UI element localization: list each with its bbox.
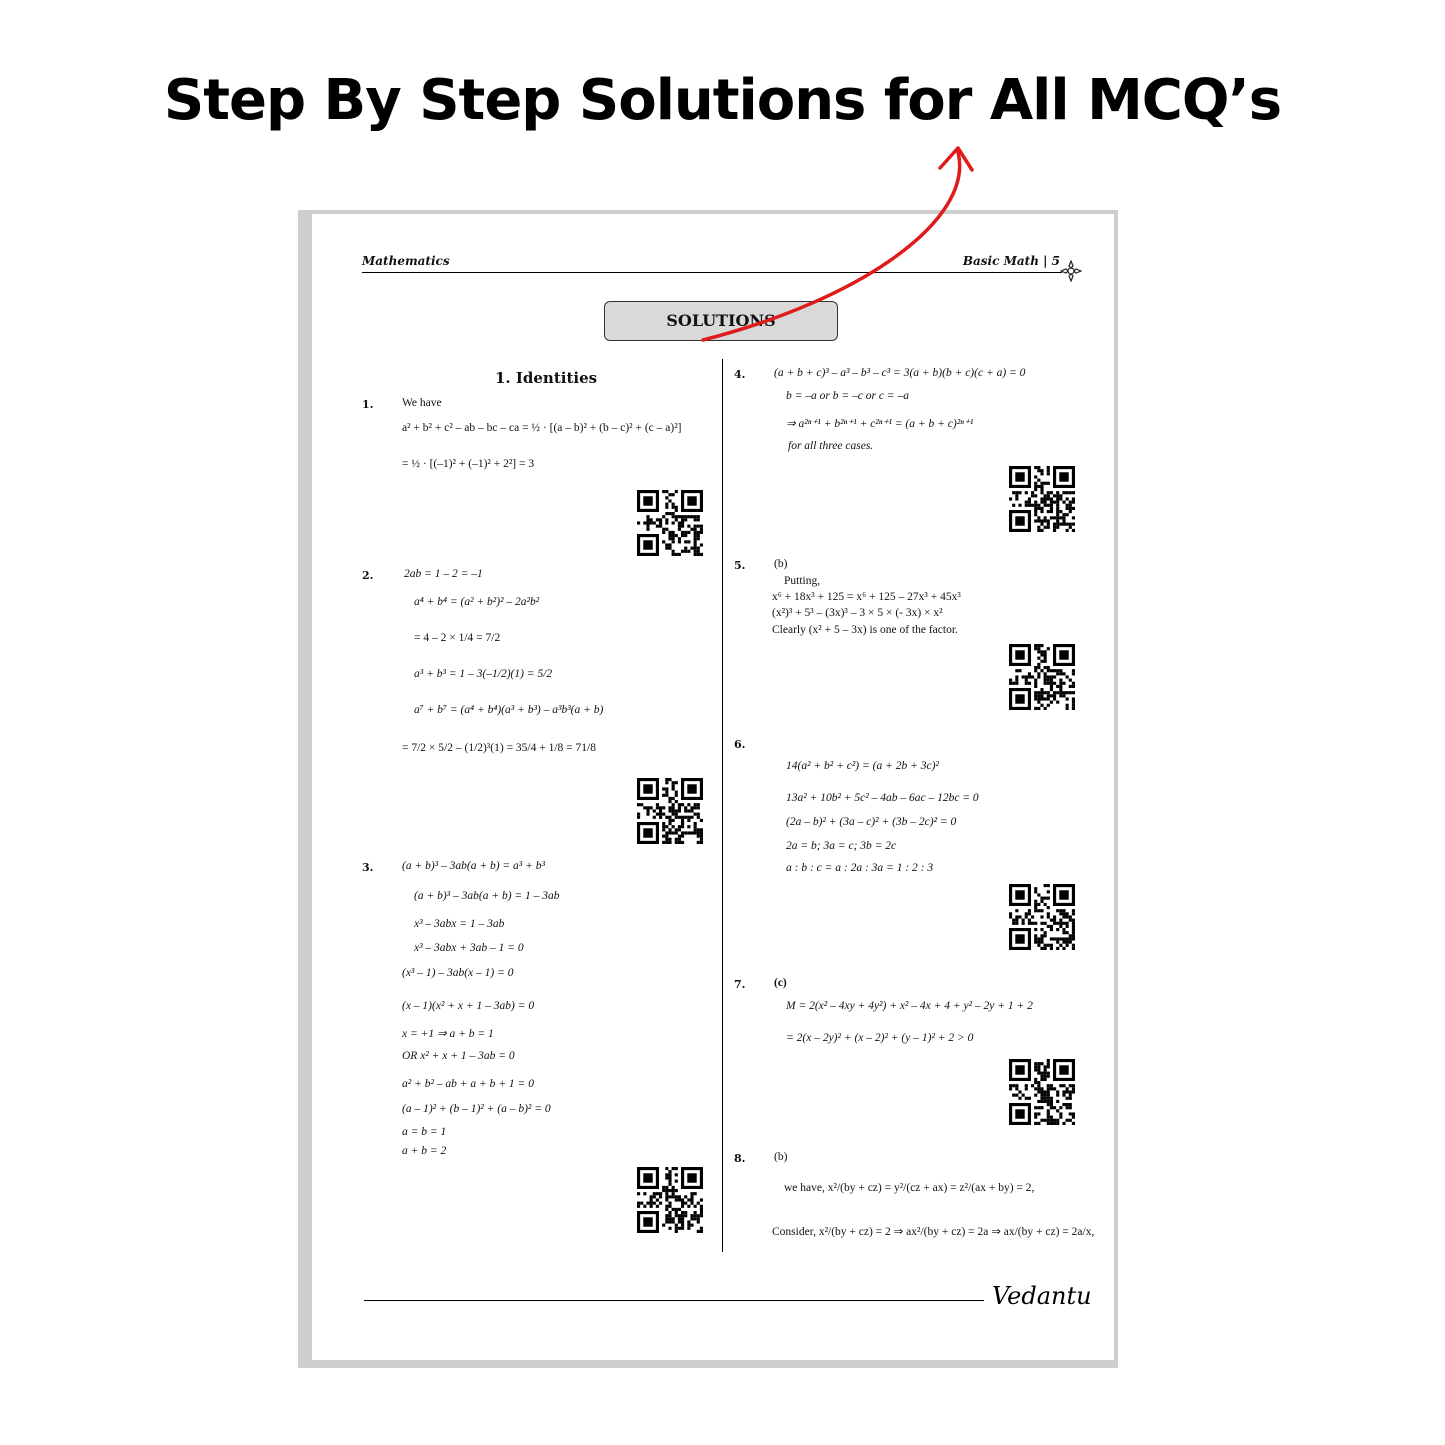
ornament-icon xyxy=(1060,260,1082,282)
header-rule xyxy=(362,272,1062,273)
solution-line: a³ + b³ = 1 – 3(–1/2)(1) = 5/2 xyxy=(414,668,553,680)
question-number: 3. xyxy=(362,861,374,874)
solution-line: x⁶ + 18x³ + 125 = x⁶ + 125 – 27x³ + 45x³ xyxy=(772,591,961,603)
question-number: 7. xyxy=(734,978,746,991)
solution-line: (x – 1)(x² + x + 1 – 3ab) = 0 xyxy=(402,1000,535,1012)
question-number: 8. xyxy=(734,1152,746,1165)
solution-line: 13a² + 10b² + 5c² – 4ab – 6ac – 12bc = 0 xyxy=(786,792,979,804)
solution-line: (x²)³ + 5³ – (3x)³ – 3 × 5 × (- 3x) × x² xyxy=(772,607,943,619)
solution-line: a : b : c = a : 2a : 3a = 1 : 2 : 3 xyxy=(786,862,934,874)
solution-line: 2a = b; 3a = c; 3b = 2c xyxy=(786,840,897,852)
document-page xyxy=(312,214,1114,1360)
qr-code-icon xyxy=(1009,644,1075,710)
solution-line: x³ – 3abx + 3ab – 1 = 0 xyxy=(414,942,524,954)
solution-line: a = b = 1 xyxy=(402,1126,447,1138)
solution-line: = 4 – 2 × 1/4 = 7/2 xyxy=(414,632,501,644)
solution-line: 2ab = 1 – 2 = –1 xyxy=(404,568,483,580)
header-subject: Mathematics xyxy=(362,254,450,268)
solution-line: (b) xyxy=(774,1151,788,1163)
question-number: 1. xyxy=(362,398,374,411)
solution-line: = 7/2 × 5/2 – (1/2)³(1) = 35/4 + 1/8 = 71/8 xyxy=(402,742,596,754)
solution-line: M = 2(x² – 4xy + 4y²) + x² – 4x + 4 + y² – 2y + 1 + 2 xyxy=(786,1000,1033,1012)
solution-line: = 2(x – 2y)² + (x – 2)² + (y – 1)² + 2 > 0 xyxy=(786,1032,974,1044)
solution-line: (a + b)³ – 3ab(a + b) = a³ + b³ xyxy=(402,860,545,872)
solution-line: a + b = 2 xyxy=(402,1145,447,1157)
solution-line: b = –a or b = –c or c = –a xyxy=(786,390,909,402)
solution-line: OR x² + x + 1 – 3ab = 0 xyxy=(402,1050,515,1062)
solution-line: we have, x²/(by + cz) = y²/(cz + ax) = z²/(ax + by) = 2, xyxy=(784,1182,1035,1194)
question-number: 6. xyxy=(734,738,746,751)
solution-line: (c) xyxy=(774,977,787,989)
solution-line: x = +1 ⇒ a + b = 1 xyxy=(402,1028,494,1040)
solution-line: We have xyxy=(402,397,442,409)
column-divider xyxy=(722,359,723,1252)
footer-rule xyxy=(364,1300,984,1301)
qr-code-icon xyxy=(1009,466,1075,532)
solution-line: a² + b² + c² – ab – bc – ca = ½ · [(a – b)² + (b – c)² + (c – a)²] xyxy=(402,422,682,434)
solution-line: x³ – 3abx = 1 – 3ab xyxy=(414,918,505,930)
qr-code-icon xyxy=(637,778,703,844)
solution-line: (2a – b)² + (3a – c)² + (3b – 2c)² = 0 xyxy=(786,816,957,828)
solution-line: (a + b)³ – 3ab(a + b) = 1 – 3ab xyxy=(414,890,560,902)
question-number: 2. xyxy=(362,569,374,582)
qr-code-icon xyxy=(637,490,703,556)
solution-line: for all three cases. xyxy=(788,440,874,452)
solution-line: (a + b + c)³ – a³ – b³ – c³ = 3(a + b)(b + c)(c + a) = 0 xyxy=(774,367,1026,379)
qr-code-icon xyxy=(1009,1059,1075,1125)
solution-line: 14(a² + b² + c²) = (a + 2b + 3c)² xyxy=(786,760,939,772)
qr-code-icon xyxy=(1009,884,1075,950)
solution-line: a⁷ + b⁷ = (a⁴ + b⁴)(a³ + b³) – a³b³(a + b) xyxy=(414,704,604,716)
solution-line: = ½ · [(–1)² + (–1)² + 2²] = 3 xyxy=(402,458,535,470)
question-number: 4. xyxy=(734,368,746,381)
headline: Step By Step Solutions for All MCQ’s xyxy=(163,68,1282,133)
solutions-label: SOLUTIONS xyxy=(604,301,838,341)
question-number: 5. xyxy=(734,559,746,572)
solution-line: a² + b² – ab + a + b + 1 = 0 xyxy=(402,1078,534,1090)
solution-line: (x³ – 1) – 3ab(x – 1) = 0 xyxy=(402,967,514,979)
solution-line: Consider, x²/(by + cz) = 2 ⇒ ax²/(by + cz) = 2a ⇒ ax/(by + cz) = 2a/x, xyxy=(772,1226,1095,1238)
solution-line: Putting, xyxy=(784,575,821,587)
solution-line: ⇒ a²ⁿ⁺¹ + b²ⁿ⁺¹ + c²ⁿ⁺¹ = (a + b + c)²ⁿ⁺¹ xyxy=(786,418,974,430)
qr-code-icon xyxy=(637,1167,703,1233)
section-title: 1. Identities xyxy=(495,369,598,387)
solution-line: a⁴ + b⁴ = (a² + b²)² – 2a²b² xyxy=(414,596,540,608)
header-page-info: Basic Math | 5 xyxy=(962,254,1060,268)
brand-logo: Vedantu xyxy=(992,1282,1092,1310)
solution-line: Clearly (x² + 5 – 3x) is one of the factor. xyxy=(772,624,958,636)
solution-line: (b) xyxy=(774,558,788,570)
solution-line: (a – 1)² + (b – 1)² + (a – b)² = 0 xyxy=(402,1103,551,1115)
